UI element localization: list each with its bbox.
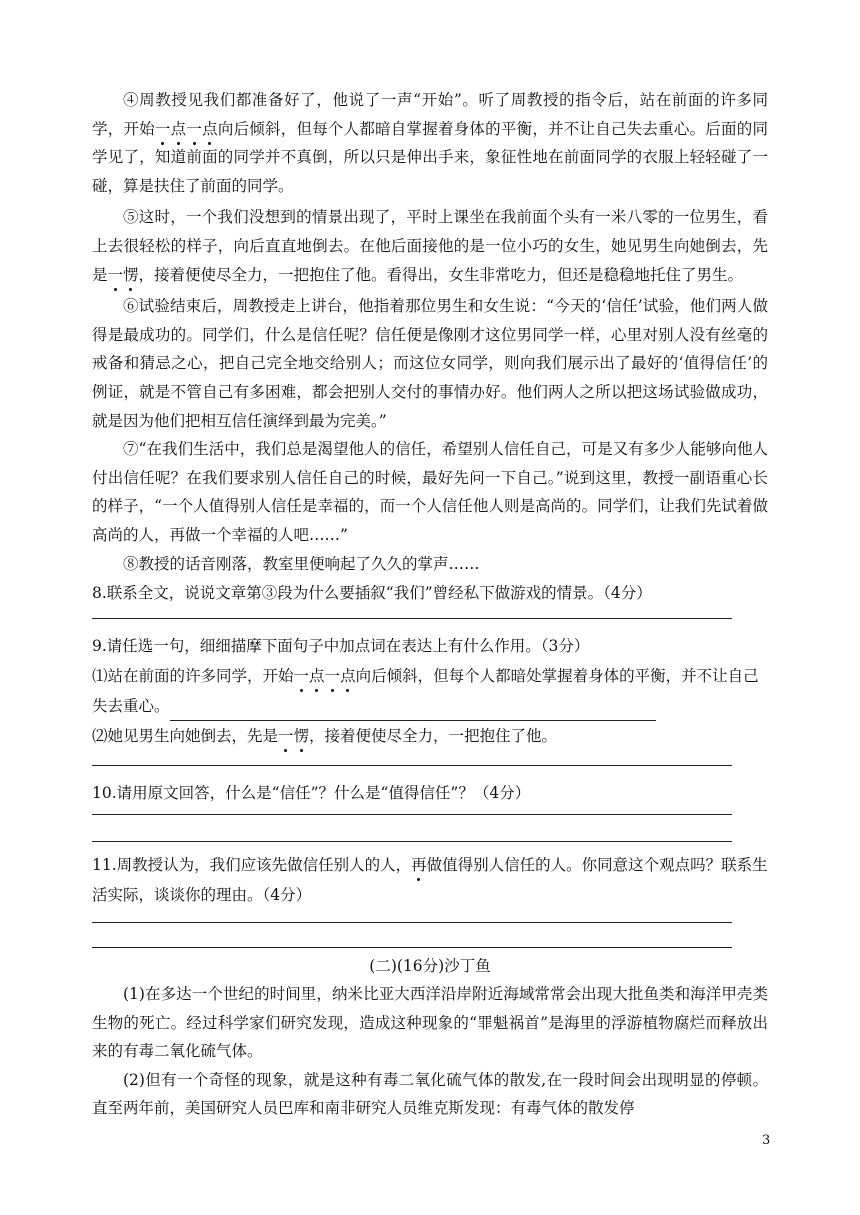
document-page (92, 86, 768, 1123)
answer-line-q9-1[interactable] (170, 704, 656, 721)
section-2-title: (二)(16分)沙丁鱼 (369, 957, 491, 976)
answer-line-q8[interactable] (92, 618, 732, 619)
question-10: 10.请用原文回答，什么是“信任”？什么是“值得信任”？（4分） (92, 784, 531, 803)
section-2-paragraph-1: (1)在多达一个世纪的时间里，纳米比亚大西洋沿岸附近海域常常会出现大批鱼类和海洋甲壳类生物的死亡。经过科学家们研究发现，造成这种现象的“罪魁祸首”是海里的浮游植物腐烂而释放出来的有毒二氧化硫气体。 (92, 985, 768, 1061)
question-11: 11.周教授认为，我们应该先做信任别人的人，再做值得别人信任的人。你同意这个观点吗？联系生活实际，谈谈你的理由。（4分） (92, 856, 768, 905)
page-number: 3 (762, 1133, 771, 1148)
paragraph-5: ⑤这时，一个我们没想到的情景出现了，平时上课坐在我前面个头有一米八零的一位男生，看上去很轻松的样子，向后直直地倒去。在他后面接他的是一位小巧的女生，她见男生向她倒去，先是一愣，接着便使尽全力，一把抱住了他。看得出，女生非常吃力，但还是稳稳地托住了男生。 (92, 208, 768, 284)
paragraph-7: ⑦“在我们生活中，我们总是渴望他人的信任，希望别人信任自己，可是又有多少人能够向他人付出信任呢？在我们要求别人信任自己的时候，最好先问一下自己。”说到这里，教授一副语重心长的样子，“一个人值得别人信任是幸福的，而一个人信任他人则是高尚的。同学们，让我们先试着做高尚的人，再做一个幸福的人吧……” (92, 440, 768, 544)
answer-line-q11-a[interactable] (92, 922, 732, 923)
question-9-option-2: ⑵她见男生向她倒去，先是一愣，接着便使尽全力，一把抱住了他。 (92, 727, 558, 746)
question-9: 9.请任选一句，细细描摩下面句子中加点词在表达上有什么作用。（3分） (92, 637, 590, 656)
answer-line-q11-b[interactable] (92, 947, 732, 948)
section-2-paragraph-2: (2)但有一个奇怪的现象，就是这种有毒二氧化硫气体的散发,在一段时间会出现明显的停顿。直至两年前，美国研究人员巴库和南非研究人员维克斯发现：有毒气体的散发停 (92, 1070, 768, 1118)
answer-line-q10-b[interactable] (92, 841, 732, 842)
question-8: 8.联系全文，说说文章第③段为什么要插叙“我们”曾经私下做游戏的情景。（4分） (92, 584, 652, 603)
paragraph-6: ⑥试验结束后，周教授走上讲台，他指着那位男生和女生说：“今天的‘信任’试验，他们两人做得是最成功的。同学们，什么是信任呢？信任便是像刚才这位男同学一样，心里对别人没有丝毫的戒备和猜忌之心，把自己完全地交给别人；而这位女同学，则向我们展示出了最好的‘值得信任’的例证，就是不管自己有多困难，都会把别人交付的事情办好。他们两人之所以把这场试验做成功，就是因为他们把相互信任演绎到最为完美。” (92, 297, 768, 430)
paragraph-4: ④周教授见我们都准备好了，他说了一声“开始”。听了周教授的指令后，站在前面的许多同学，开始一点一点向后倾斜，但每个人都暗自掌握着身体的平衡，并不让自己失去重心。后面的同学见了，知道前面的同学并不真倒，所以只是伸出手来，象征性地在前面同学的衣服上轻轻碰了一碰，算是扶住了前面的同学。 (92, 91, 768, 195)
question-9-option-1: ⑴站在前面的许多同学，开始一点一点向后倾斜，但每个人都暗处掌握着身体的平衡，并不让自己失去重心。 (92, 661, 768, 721)
answer-line-q9-2[interactable] (92, 765, 732, 766)
paragraph-8: ⑧教授的话音刚落，教室里便响起了久久的掌声…… (123, 554, 480, 573)
answer-line-q10-a[interactable] (92, 814, 732, 815)
